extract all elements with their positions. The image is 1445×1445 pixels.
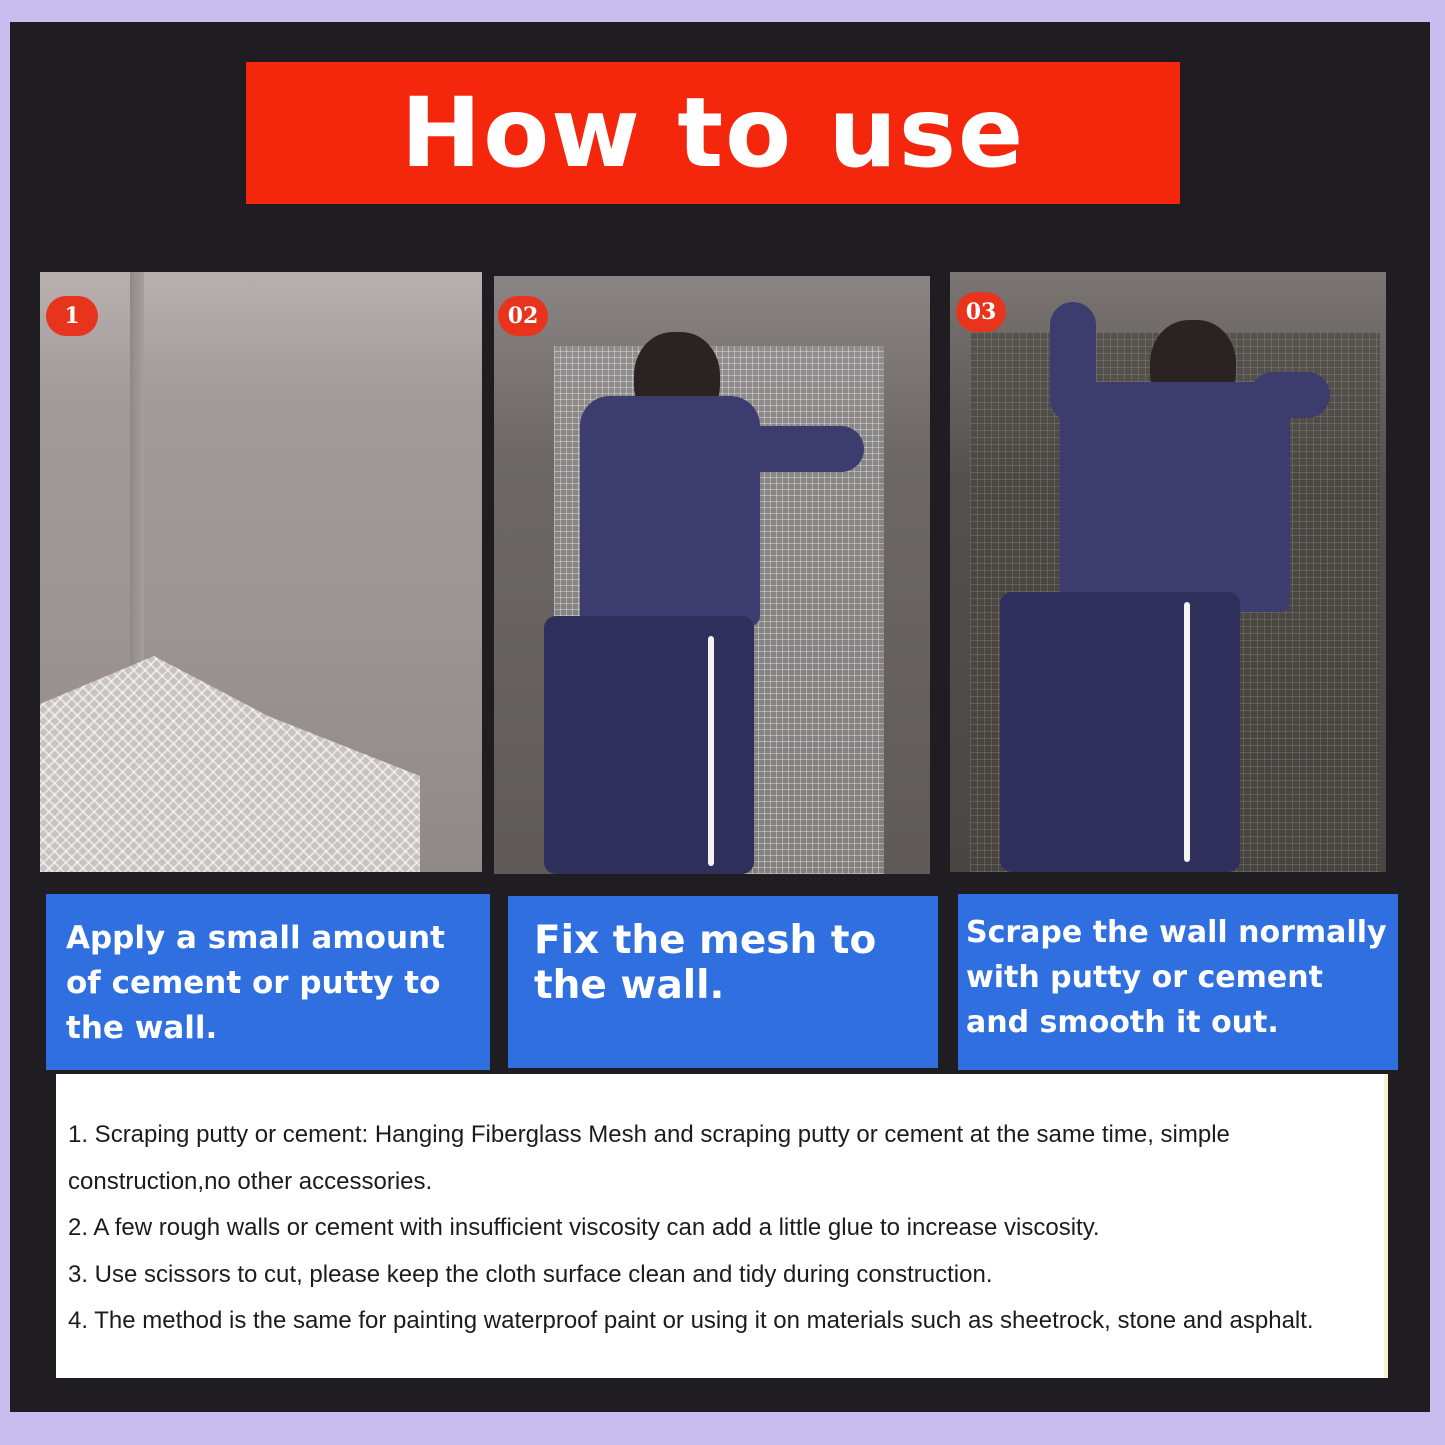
step-1-photo — [40, 272, 482, 872]
step-3-badge: 03 — [956, 292, 1006, 332]
title-banner — [246, 62, 1180, 204]
instruction-item: 1. Scraping putty or cement: Hanging Fiberglass Mesh and scraping putty or cement at the same time, simple construction,no other accessories. — [68, 1121, 1230, 1195]
worker-figure — [494, 276, 930, 874]
page-title: How to use — [400, 77, 1026, 189]
instruction-item: 2. A few rough walls or cement with insufficient viscosity can add a little glue to increase viscosity. — [68, 1214, 1100, 1241]
worker-figure — [950, 272, 1386, 872]
step-3-photo — [950, 272, 1386, 872]
instruction-item: 4. The method is the same for painting waterproof paint or using it on materials such as sheetrock, stone and asphalt. — [68, 1307, 1314, 1334]
step-2-caption: Fix the mesh to the wall. — [508, 896, 938, 1068]
fiberglass-mesh-roll — [40, 632, 420, 872]
step-1-badge: 1 — [46, 296, 98, 336]
step-2-badge: 02 — [498, 296, 548, 336]
step-1-caption: Apply a small amount of cement or putty to the wall. — [46, 894, 490, 1070]
instructions-panel — [56, 1074, 1388, 1378]
instruction-item: 3. Use scissors to cut, please keep the cloth surface clean and tidy during construction. — [68, 1260, 993, 1288]
step-3-caption: Scrape the wall normally with putty or cement and smooth it out. — [958, 894, 1398, 1070]
step-2-photo — [494, 276, 930, 874]
